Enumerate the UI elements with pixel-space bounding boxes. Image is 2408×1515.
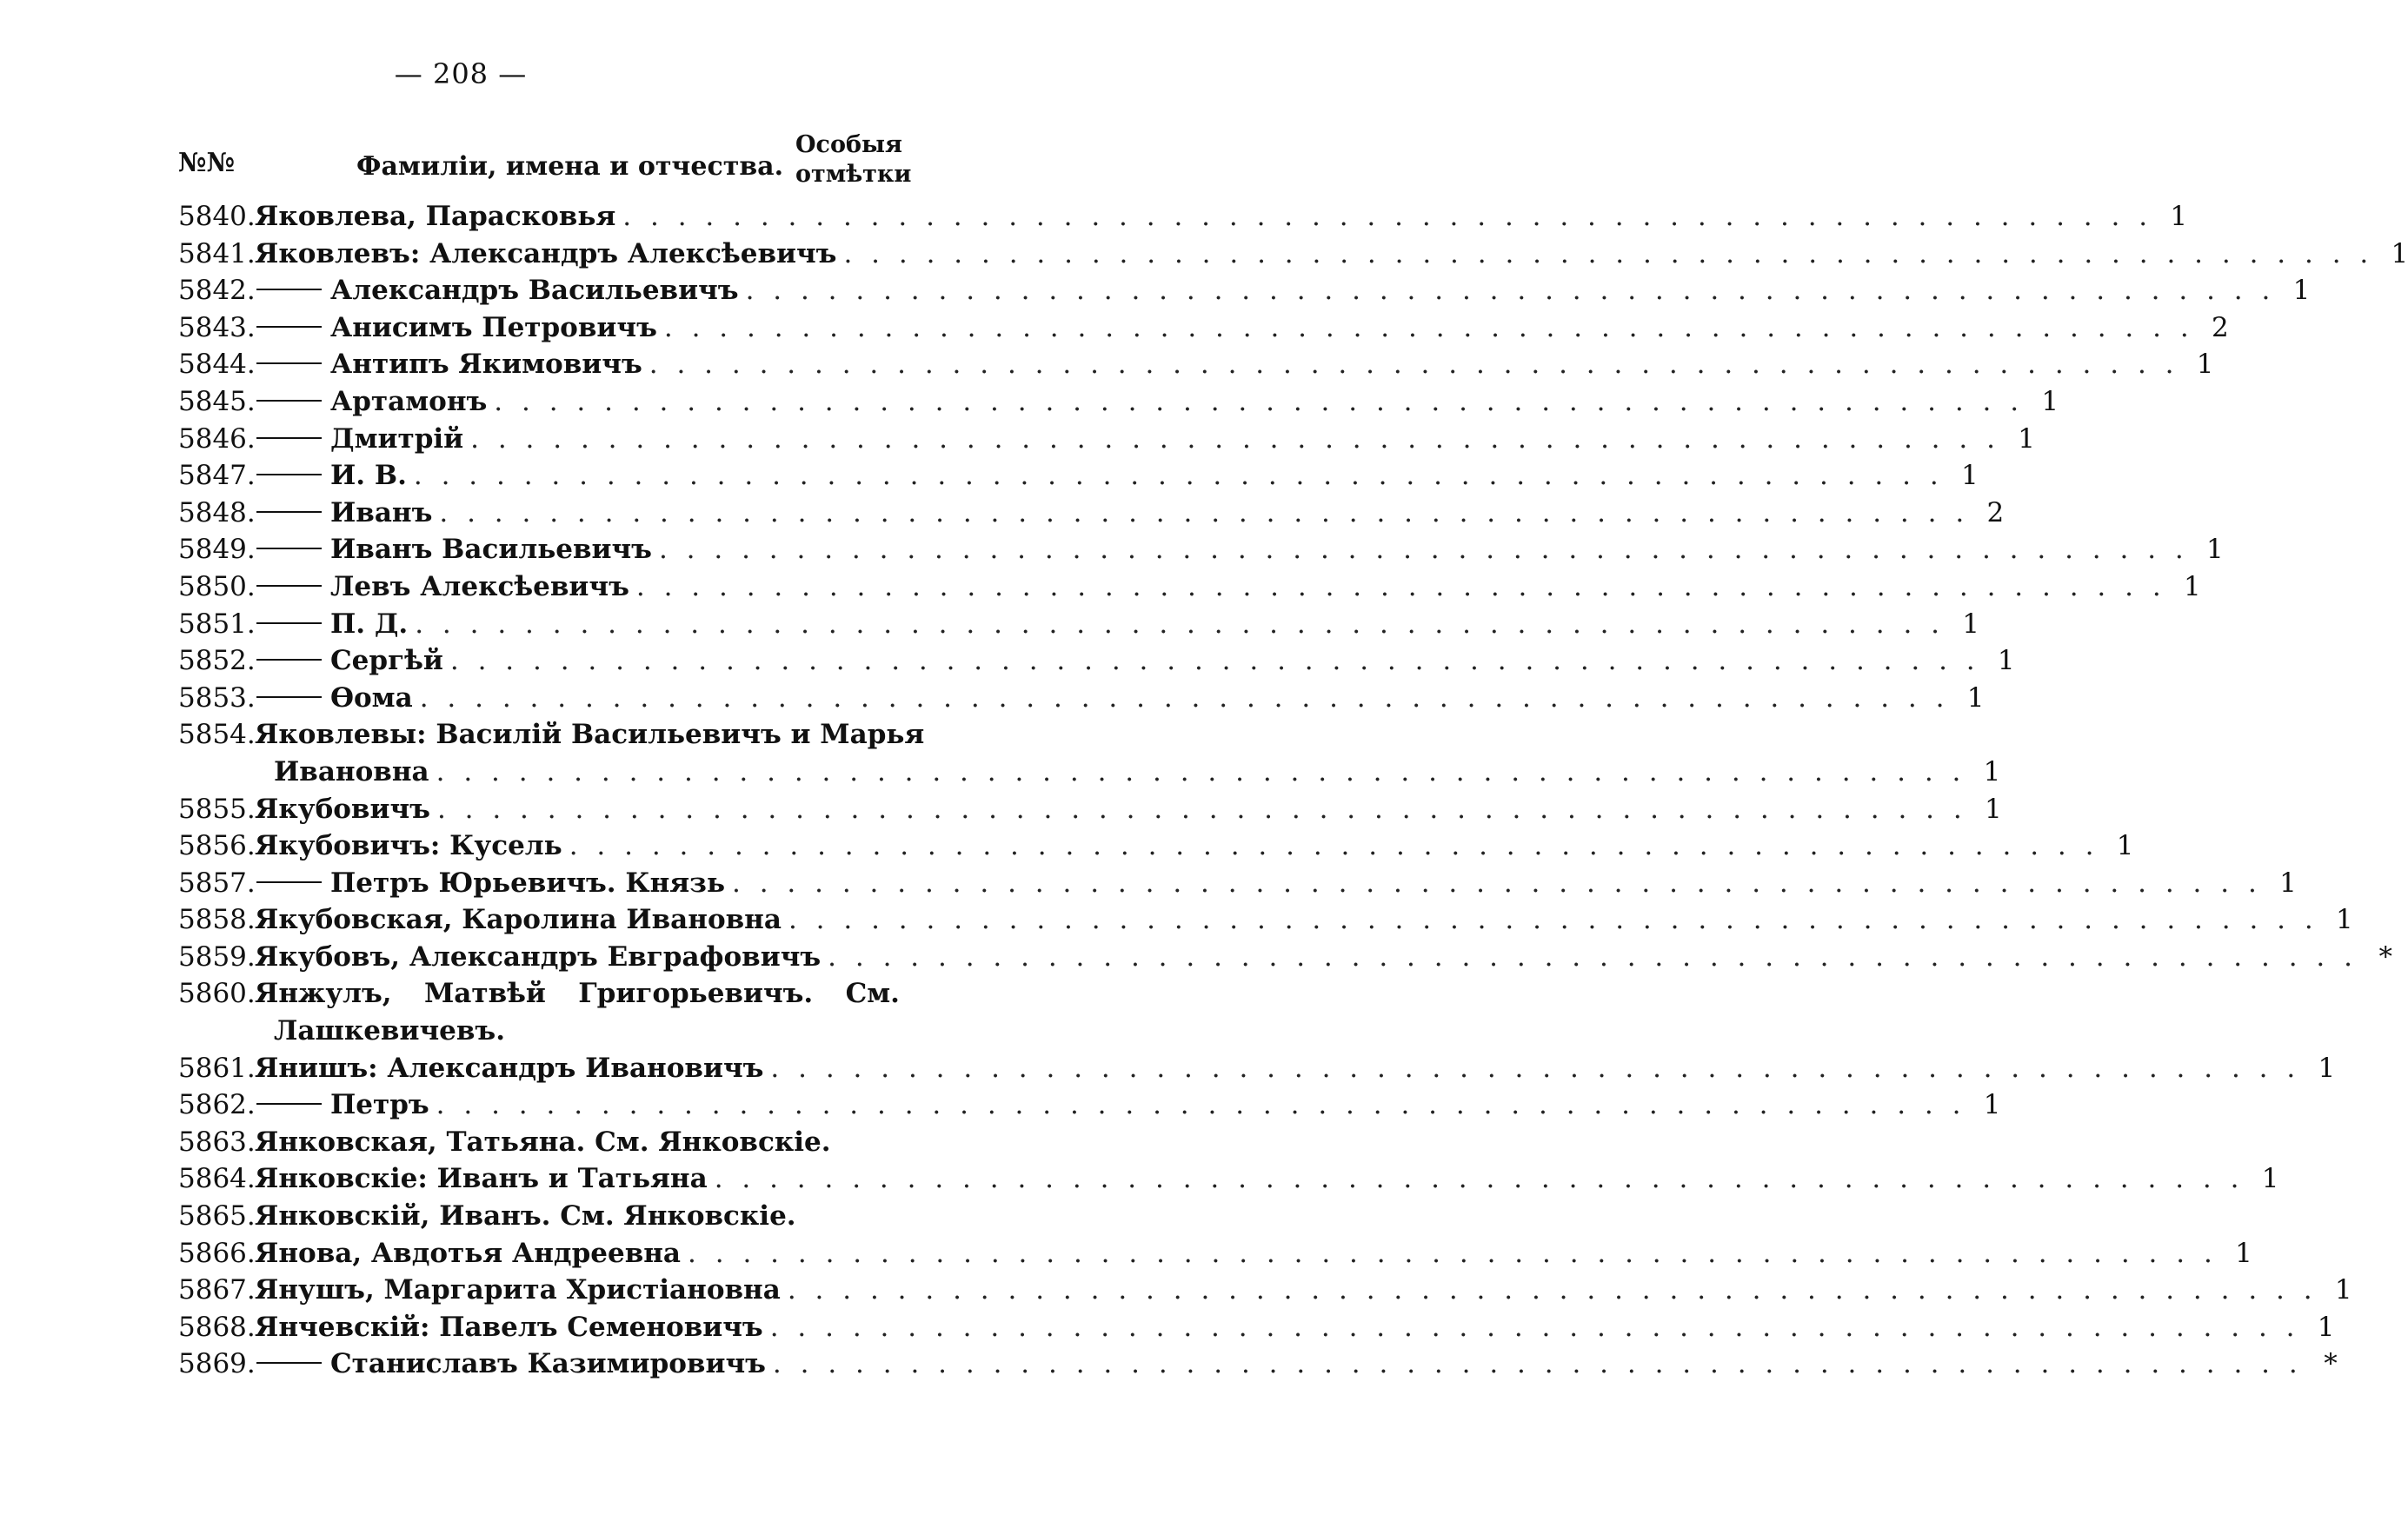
entry-number: 5841.	[178, 237, 256, 269]
dot-leader	[615, 198, 2152, 236]
entry-name: Иванъ Васильевичъ	[330, 534, 652, 566]
list-item-continuation	[178, 1013, 900, 1050]
entry-number: 5867.	[178, 1274, 256, 1306]
entry-name: Янова, Авдотья Андреевна	[255, 1237, 682, 1269]
list-item	[178, 568, 2201, 606]
entry-number: 5858.	[178, 904, 256, 936]
entry-number: 5844.	[178, 349, 256, 381]
entry-name-continued: Ивановна	[274, 755, 429, 787]
entry-mark: 1	[2318, 1052, 2336, 1084]
entry-mark: 2	[2211, 311, 2229, 343]
entry-name: Петръ Юрьевичъ. Князь	[330, 867, 725, 899]
entry-name: Янковскій, Иванъ. См. Янковскіе.	[255, 1200, 796, 1233]
list-item	[178, 1346, 2338, 1383]
entry-name: Яковлевъ: Александръ Алексѣевичъ	[255, 237, 837, 269]
entry-mark: 1	[2334, 1274, 2352, 1306]
entry-name: Петръ	[330, 1089, 429, 1121]
entry-mark: 1	[2336, 904, 2353, 936]
ditto-dash	[256, 289, 322, 290]
list-item	[178, 198, 2188, 236]
entry-name: Якубовская, Каролина Ивановна	[255, 904, 782, 936]
entry-name: Дмитрій	[330, 422, 464, 455]
entry-number: 5842.	[178, 275, 256, 307]
list-item	[178, 1050, 2336, 1087]
entry-name: Янушъ, Маргарита Христіановна	[255, 1274, 781, 1306]
header-notes-line1: Особыя	[795, 131, 902, 158]
entry-mark: 1	[2391, 237, 2408, 269]
entry-mark: 1	[2018, 422, 2035, 455]
list-item	[178, 1160, 2279, 1198]
list-item	[178, 236, 2408, 273]
ditto-dash	[256, 511, 322, 513]
ditto-dash	[256, 326, 322, 328]
dot-leader	[407, 457, 1944, 495]
entry-name: Янковская, Татьяна. См. Янковскіе.	[255, 1126, 831, 1158]
header-notes-column	[795, 130, 912, 189]
dot-leader	[763, 1309, 2300, 1346]
entry-mark: 1	[1966, 681, 1985, 714]
list-item	[178, 495, 2005, 532]
list-item-continuation	[178, 754, 2001, 791]
entry-name: Якубовичъ	[255, 793, 430, 825]
entry-name: Станиславъ Казимировичъ	[330, 1348, 766, 1380]
entry-number: 5854.	[178, 719, 256, 751]
list-item	[178, 975, 900, 1013]
dot-leader	[430, 791, 1967, 828]
dot-leader	[657, 309, 2194, 347]
entry-name-part: См.	[845, 978, 900, 1010]
entry-name: Артамонъ	[330, 385, 488, 417]
entry-mark: 1	[2261, 1163, 2279, 1195]
list-item	[178, 1124, 900, 1161]
column-header	[178, 130, 912, 200]
entry-mark: 1	[2317, 1311, 2335, 1343]
dot-leader	[836, 236, 2373, 273]
dot-leader	[763, 1050, 2300, 1087]
entry-mark: 1	[2196, 349, 2214, 381]
entry-number: 5851.	[178, 608, 256, 640]
dot-leader	[463, 421, 2000, 458]
dot-leader	[725, 865, 2262, 902]
entry-name: Якубовичъ: Кусель	[255, 830, 562, 862]
entry-number: 5865.	[178, 1200, 256, 1233]
dot-leader	[781, 1272, 2318, 1309]
entry-name: Янишъ: Александръ Ивановичъ	[255, 1052, 764, 1084]
entry-mark: 1	[1962, 608, 1980, 640]
list-item	[178, 383, 2059, 421]
entry-number: 5856.	[178, 830, 256, 862]
header-notes-line2: отмѣтки	[795, 161, 912, 188]
ditto-dash	[256, 696, 322, 698]
list-item	[178, 346, 2214, 383]
entry-name: Анисимъ Петровичъ	[330, 311, 657, 343]
entry-mark: 1	[1960, 460, 1979, 492]
ditto-dash	[256, 474, 322, 475]
entry-name: Левъ Алексѣевичъ	[330, 570, 629, 602]
ditto-dash	[256, 400, 322, 402]
entry-mark: *	[2324, 1348, 2338, 1380]
entry-number: 5847.	[178, 460, 256, 492]
list-item	[178, 457, 1979, 495]
list-item	[178, 827, 2134, 865]
entry-name-continued: Лашкевичевъ.	[274, 1015, 505, 1047]
entry-mark: 1	[2292, 275, 2311, 307]
dot-leader	[432, 495, 1969, 532]
entry-number: 5866.	[178, 1237, 256, 1269]
entry-number: 5843.	[178, 311, 256, 343]
entry-number: 5860.	[178, 978, 256, 1010]
entry-number: 5850.	[178, 570, 256, 602]
list-item	[178, 1086, 2001, 1124]
ditto-dash	[256, 1362, 322, 1364]
ditto-dash	[256, 437, 322, 439]
entry-mark: *	[2378, 940, 2392, 973]
ditto-dash	[256, 1103, 322, 1105]
entry-name	[255, 975, 900, 1013]
header-names-column: Фамиліи, имена и отчества.	[356, 151, 784, 182]
entry-name: Ѳома	[330, 681, 413, 714]
dot-leader	[562, 827, 2099, 865]
entry-name: Яковлевы: Василій Васильевичъ и Марья	[255, 719, 925, 751]
entry-number: 5862.	[178, 1089, 256, 1121]
dot-leader	[766, 1346, 2303, 1383]
entry-name: Янковскіе: Иванъ и Татьяна	[255, 1163, 708, 1195]
list-item	[178, 865, 2297, 902]
entry-mark: 1	[1985, 793, 2002, 825]
entry-number: 5849.	[178, 534, 256, 566]
dot-leader	[642, 346, 2179, 383]
list-item	[178, 606, 1980, 643]
entry-mark: 1	[1997, 645, 2015, 677]
entry-number: 5859.	[178, 940, 256, 973]
list-item	[178, 1198, 900, 1235]
entry-mark: 2	[1986, 496, 2005, 528]
entry-number: 5852.	[178, 645, 256, 677]
list-item	[178, 1235, 2252, 1272]
dot-leader	[782, 901, 2318, 939]
entry-name: Антипъ Якимовичъ	[330, 349, 642, 381]
entry-mark: 1	[2183, 570, 2201, 602]
dot-leader	[429, 754, 1966, 791]
entry-name: Александръ Васильевичъ	[330, 275, 739, 307]
entry-mark: 1	[1983, 1089, 2001, 1121]
entry-number: 5855.	[178, 793, 256, 825]
entry-mark: 1	[2170, 201, 2188, 232]
entry-number: 5861.	[178, 1052, 256, 1084]
entry-list	[178, 198, 2408, 1383]
entry-number: 5864.	[178, 1163, 256, 1195]
list-item	[178, 1309, 2335, 1346]
list-item	[178, 531, 2224, 568]
dot-leader	[708, 1160, 2245, 1198]
dot-leader	[413, 680, 1950, 717]
list-item	[178, 680, 1985, 717]
list-item	[178, 421, 2035, 458]
dot-leader	[487, 383, 2024, 421]
entry-mark: 1	[2206, 534, 2224, 566]
entry-name: Янчевскій: Павелъ Семеновичъ	[255, 1311, 763, 1343]
ditto-dash	[256, 362, 322, 364]
dot-leader	[681, 1235, 2218, 1272]
dot-leader	[429, 1086, 1966, 1124]
entry-mark: 1	[2235, 1237, 2252, 1269]
entry-name: Якубовъ, Александръ Евграфовичъ	[255, 940, 822, 973]
ditto-dash	[256, 548, 322, 549]
page-number: — 208 —	[394, 57, 528, 90]
dot-leader	[443, 642, 1980, 680]
list-item	[178, 642, 2015, 680]
ditto-dash	[256, 881, 322, 883]
dot-leader	[408, 606, 1945, 643]
entry-name-part: Янжулъ,	[255, 978, 392, 1010]
entry-number: 5848.	[178, 496, 256, 528]
entry-number: 5846.	[178, 422, 256, 455]
list-item	[178, 309, 2229, 347]
entry-number: 5845.	[178, 385, 256, 417]
entry-mark: 1	[2041, 385, 2059, 417]
entry-number: 5857.	[178, 867, 256, 899]
entry-mark: 1	[2116, 830, 2134, 862]
entry-mark: 1	[2279, 867, 2297, 899]
entry-number: 5840.	[178, 201, 256, 232]
list-item	[178, 716, 925, 754]
entry-name: И. В.	[330, 460, 407, 492]
entry-name-part: Григорьевичъ.	[578, 978, 814, 1010]
header-number-column: №№	[178, 148, 236, 178]
entry-number: 5869.	[178, 1348, 256, 1380]
dot-leader	[652, 531, 2189, 568]
list-item	[178, 939, 2392, 976]
list-item	[178, 791, 2002, 828]
ditto-dash	[256, 585, 322, 587]
entry-number: 5853.	[178, 681, 256, 714]
entry-mark: 1	[1983, 755, 2001, 787]
dot-leader	[821, 939, 2358, 976]
list-item	[178, 1272, 2352, 1309]
entry-name: Сергѣй	[330, 645, 443, 677]
dot-leader	[739, 272, 2276, 309]
entry-name: Яковлева, Парасковья	[255, 201, 616, 232]
list-item	[178, 272, 2311, 309]
entry-name: П. Д.	[330, 608, 409, 640]
list-item	[178, 901, 2353, 939]
ditto-dash	[256, 659, 322, 661]
entry-name: Иванъ	[330, 496, 433, 528]
entry-number: 5863.	[178, 1126, 256, 1158]
ditto-dash	[256, 622, 322, 624]
entry-name-part: Матвѣй	[423, 978, 546, 1010]
entry-number: 5868.	[178, 1311, 256, 1343]
dot-leader	[629, 568, 2166, 606]
